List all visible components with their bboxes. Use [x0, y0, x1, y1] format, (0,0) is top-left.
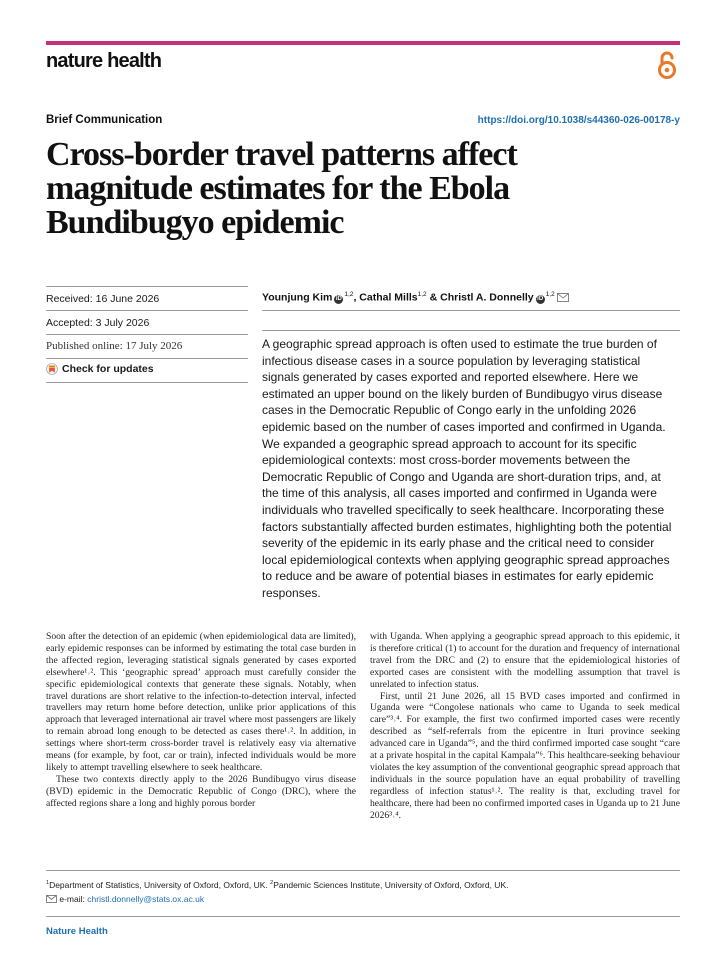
- check-for-updates-button[interactable]: [46, 363, 154, 375]
- mail-icon[interactable]: [557, 293, 569, 302]
- orcid-icon[interactable]: iD: [537, 295, 544, 302]
- published-date: Published online: 17 July 2026: [46, 340, 183, 352]
- journal-name-footer: Nature Health: [46, 926, 108, 937]
- body-paragraph: Soon after the detection of an epidemic (when epidemiological data are limited), early epidemic responses can be informed by estimating the total case burden in the affected region, leveraging statistical signals generated by cases exported elsewhere¹˒². This ‘geographic spread’ approach must carefully consider the specific epidemiological contexts that generate these signals. Notably, when travel durations are short relative to the infection-to-detection interval, infected travellers may return home before detection, unlike prior applications of this approach that leveraged international air travel where most passengers are likely to remain abroad long enough to be detected as cases there¹˒². In addition, in settings where short-term cross-border travel is relatively easy via alternative means (for example, by foot, car or train), infected individuals would be more likely to attempt travelling elsewhere to seek healthcare.: [46, 631, 356, 773]
- body-paragraph: with Uganda. When applying a geographic spread approach to this epidemic, it is therefore critical (1) to account for the duration and frequency of international travel from the DRC and (2) to ensure that the epidemiological histories of exported cases are consistent with the modelling assumption that travel is unrelated to infection status.: [370, 631, 680, 690]
- check-for-updates-label: Check for updates: [62, 363, 154, 375]
- journal-brand: nature health: [46, 50, 162, 72]
- author-name[interactable]: Christl A. Donnelly: [440, 291, 534, 304]
- open-access-icon: [655, 49, 679, 81]
- author-affiliation-ref: 1,2: [417, 291, 427, 298]
- meta-divider: [46, 358, 248, 359]
- body-column-right: [370, 631, 680, 822]
- body-paragraph: First, until 21 June 2026, all 15 BVD cases imported and confirmed in Uganda were “Congolese nationals who came to Uganda to seek medical care”³˒⁴. For example, the first two confirmed imported cases were recently described as “self-referrals from the epicentre in Ituri province seeking advanced care in Uganda”⁵, and the third confirmed imported case sought “care at a private hospital in the capital Kampala”⁶. This healthcare-seeking behaviour violates the key assumption of the conventional geographic spread approach that individuals in the source population have an equal probability of travelling regardless of infection status¹˒². The reality is that, excluding travel for healthcare, there had been no confirmed imported cases in Uganda up to 21 June 2026³˒⁴.: [370, 690, 680, 821]
- meta-divider: [46, 286, 248, 287]
- author-divider: [262, 310, 680, 311]
- meta-divider: [46, 382, 248, 383]
- footer-divider: [46, 916, 680, 917]
- mail-icon: [46, 895, 57, 903]
- body-paragraph: These two contexts directly apply to the 2026 Bundibugyo virus disease (BVD) epidemic in the Democratic Republic of Congo (DRC), where the affected regions share a long and highly porous border: [46, 773, 356, 809]
- abstract-divider: [262, 330, 680, 331]
- author-affiliation-ref: 1,2: [344, 291, 354, 298]
- accepted-date: Accepted: 3 July 2026: [46, 317, 150, 329]
- author-name[interactable]: Cathal Mills: [359, 291, 418, 304]
- doi-link[interactable]: https://doi.org/10.1038/s44360-026-00178-y: [477, 115, 680, 126]
- abstract: A geographic spread approach is often used to estimate the true burden of infectious disease cases in a source population by leveraging statistical signals generated by cases exported and reported elsewhere. Here we estimated an upper bound on the likely burden of Bundibugyo virus disease cases in the Democratic Republic of Congo early in the unfolding 2026 epidemic based on the number of cases imported and confirmed in Uganda. We expanded a geographic spread approach to account for its specific epidemiological contexts: most cross-border movements between the Democratic Republic of Congo and Uganda are short-duration trips, and, at the time of this analysis, all cases imported and confirmed in Uganda were individuals who travelled specifically to seek healthcare. Incorporating these factors substantially affected burden estimates, highlighting both the potential severity of the epidemic in its early phase and the critical need to consider local epidemiological contexts when applying geographic spread approaches to reduce and be aware of potential biases in estimates for early epidemic responses.: [262, 337, 672, 600]
- article-type: Brief Communication: [46, 114, 163, 126]
- author-affiliation-ref: 1,2: [545, 291, 555, 298]
- author-separator: ,: [353, 291, 360, 304]
- author-separator: &: [426, 291, 441, 304]
- meta-divider: [46, 334, 248, 335]
- affiliation: Pandemic Sciences Institute, University of Oxford, Oxford, UK.: [273, 880, 509, 890]
- received-date: Received: 16 June 2026: [46, 293, 160, 305]
- meta-divider: [46, 310, 248, 311]
- affiliations: [46, 880, 508, 890]
- email-link[interactable]: christl.donnelly@stats.ox.ac.uk: [87, 894, 205, 904]
- affiliation: Department of Statistics, University of Oxford, Oxford, UK.: [49, 880, 268, 890]
- article-title: Cross-border travel patterns affect magnitude estimates for the Ebola Bundibugyo epidemic: [46, 136, 517, 241]
- check-for-updates-icon: [46, 363, 58, 375]
- email-label: e-mail:: [59, 894, 85, 904]
- orcid-icon[interactable]: iD: [335, 295, 342, 302]
- affiliation-number: 2: [270, 880, 274, 887]
- brand-accent-bar: [46, 41, 680, 45]
- author-name[interactable]: Younjung Kim: [262, 291, 333, 304]
- affiliation-number: 1: [46, 880, 50, 887]
- correspondence: [46, 894, 204, 904]
- author-list: [262, 291, 569, 304]
- footnote-divider: [46, 870, 680, 871]
- body-column-left: [46, 631, 356, 810]
